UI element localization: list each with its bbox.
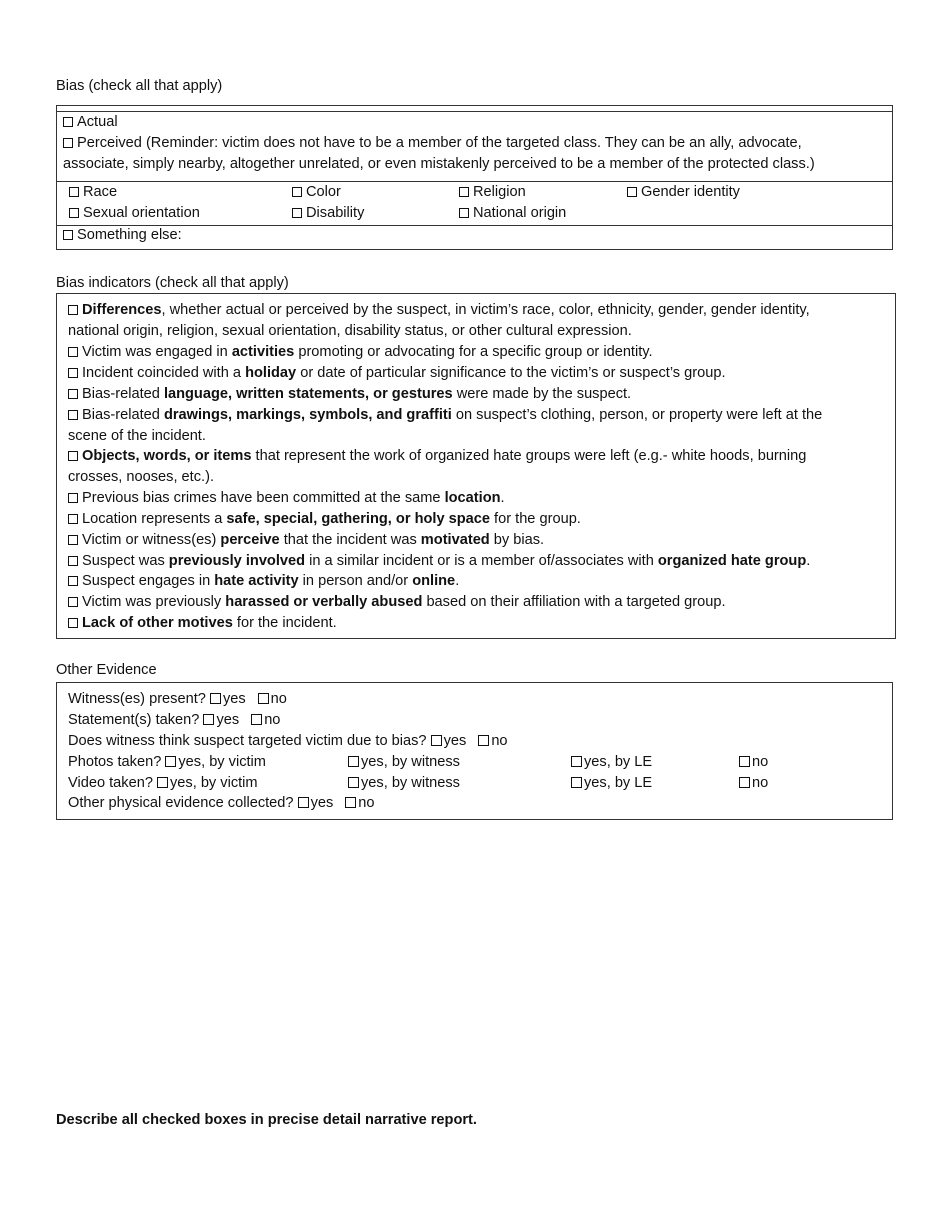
photos-no-option[interactable]	[739, 752, 768, 773]
indicator-text: were made by the suspect.	[452, 386, 632, 402]
indicator-text: , whether actual or perceived by the suspect, in victim’s race, color, ethnicity, gender, gender identity,	[161, 302, 810, 318]
perceived-label-line1: Perceived (Reminder: victim does not have to be a member of the targeted class. They can be an ally, advocate,	[77, 135, 802, 151]
photos-witness-option[interactable]	[348, 752, 460, 773]
indicator-differences-cont: national origin, religion, sexual orientation, disability status, or other cultural expression.	[68, 323, 632, 339]
witness-no-checkbox[interactable]	[258, 693, 269, 704]
indicator-text: promoting or advocating for a specific group or identity.	[294, 344, 653, 360]
evidence-statement-row	[68, 710, 280, 731]
indicator-bold: Differences	[82, 302, 162, 318]
indicator-bold: holiday	[245, 365, 297, 381]
indicator-text: based on their affiliation with a targeted group.	[422, 594, 726, 610]
photos-victim-checkbox[interactable]	[165, 756, 176, 767]
indicator-text: Incident coincided with a	[82, 365, 246, 381]
option-perceived[interactable]	[63, 133, 802, 154]
footer-instruction: Describe all checked boxes in precise detail narrative report.	[56, 1112, 477, 1128]
indicator-text: on suspect’s clothing, person, or property were left at the	[451, 407, 823, 423]
indicator-bold: motivated	[420, 532, 490, 548]
sexual-orientation-label: Sexual orientation	[83, 205, 200, 221]
perceived-label-line2: associate, simply nearby, altogether unrelated, or even mistakenly perceived to be a member of the protected class.)	[63, 156, 815, 172]
indicator-bold: Objects, words, or items	[82, 448, 252, 464]
photos-witness-checkbox[interactable]	[348, 756, 359, 767]
perceived-checkbox[interactable]	[63, 138, 73, 148]
indicator-lack-of-motives[interactable]	[68, 613, 337, 634]
indicator-location[interactable]	[68, 488, 505, 509]
indicator-text: or date of particular significance to the victim’s or suspect’s group.	[296, 365, 726, 381]
indicator-checkbox[interactable]	[68, 451, 78, 461]
video-no-option[interactable]	[739, 773, 768, 794]
race-checkbox[interactable]	[69, 187, 79, 197]
video-row	[68, 773, 258, 794]
indicator-bold: harassed or verbally abused	[225, 594, 423, 610]
national-origin-checkbox[interactable]	[459, 208, 469, 218]
indicator-perceive[interactable]	[68, 530, 544, 551]
actual-checkbox[interactable]	[63, 117, 73, 127]
video-le-checkbox[interactable]	[571, 777, 582, 788]
statement-yes-checkbox[interactable]	[203, 714, 214, 725]
statement-question: Statement(s) taken?	[68, 712, 204, 728]
indicator-objects[interactable]	[68, 446, 806, 467]
actual-label: Actual	[77, 114, 118, 130]
photos-witness-label: yes, by witness	[361, 754, 460, 770]
something-else-checkbox[interactable]	[63, 230, 73, 240]
evidence-does-witness-row	[68, 731, 508, 752]
indicator-text: Location represents a	[82, 511, 227, 527]
indicator-bold: online	[412, 573, 456, 589]
bias-heading: Bias (check all that apply)	[56, 78, 223, 94]
photos-no-checkbox[interactable]	[739, 756, 750, 767]
indicator-text: .	[455, 573, 460, 589]
indicator-bold: hate activity	[214, 573, 299, 589]
national-origin-label: National origin	[473, 205, 567, 221]
witness-yes-checkbox[interactable]	[210, 693, 221, 704]
evidence-heading: Other Evidence	[56, 662, 157, 678]
does-witness-no-label: no	[491, 733, 508, 749]
photos-question: Photos taken?	[68, 754, 166, 770]
photos-victim-label: yes, by victim	[178, 754, 266, 770]
witness-no-label: no	[270, 691, 287, 707]
indicator-checkbox[interactable]	[68, 535, 78, 545]
indicator-bold: activities	[231, 344, 295, 360]
option-sexual-orientation[interactable]	[69, 203, 200, 224]
indicator-text: in a similar incident or is a member of/associates with	[305, 553, 658, 569]
indicator-text: Suspect was	[82, 553, 169, 569]
photos-row	[68, 752, 266, 773]
physical-yes-checkbox[interactable]	[298, 797, 309, 808]
disability-checkbox[interactable]	[292, 208, 302, 218]
indicator-holiday[interactable]	[68, 363, 726, 384]
indicator-bold: organized hate group	[657, 553, 807, 569]
indicator-checkbox[interactable]	[68, 493, 78, 503]
indicator-text: for the incident.	[232, 615, 337, 631]
indicator-text: Previous bias crimes have been committed at the same	[82, 490, 445, 506]
indicator-bold: previously involved	[168, 553, 306, 569]
indicator-safe-space[interactable]	[68, 509, 581, 530]
option-religion[interactable]	[459, 182, 526, 203]
indicator-bold: Lack of other motives	[82, 615, 233, 631]
indicator-text: Victim or witness(es)	[82, 532, 221, 548]
does-witness-question: Does witness think suspect targeted victim due to bias?	[68, 733, 431, 749]
evidence-witness-row	[68, 689, 287, 710]
indicator-bold: drawings, markings, symbols, and graffiti	[163, 407, 452, 423]
indicator-checkbox[interactable]	[68, 368, 78, 378]
indicator-bold: perceive	[220, 532, 280, 548]
indicator-bold: safe, special, gathering, or holy space	[226, 511, 490, 527]
indicator-text: Bias-related	[82, 386, 164, 402]
indicator-objects-cont: crosses, nooses, etc.).	[68, 469, 214, 485]
indicator-text: that represent the work of organized hate groups were left (e.g.- white hoods, burning	[251, 448, 807, 464]
indicator-text: in person and/or	[298, 573, 413, 589]
indicator-bold: location	[444, 490, 501, 506]
option-gender-identity[interactable]	[627, 182, 740, 203]
gender-identity-label: Gender identity	[641, 184, 740, 200]
indicator-bold: language, written statements, or gestures	[163, 386, 453, 402]
indicator-text: for the group.	[490, 511, 581, 527]
indicator-hate-activity[interactable]	[68, 571, 459, 592]
indicator-harassed[interactable]	[68, 592, 726, 613]
race-label: Race	[83, 184, 118, 200]
indicator-checkbox[interactable]	[68, 576, 78, 586]
photos-no-label: no	[752, 754, 769, 770]
indicator-text: Bias-related	[82, 407, 164, 423]
statement-no-checkbox[interactable]	[251, 714, 262, 725]
witness-question: Witness(es) present?	[68, 691, 210, 707]
does-witness-yes-label: yes	[443, 733, 467, 749]
disability-label: Disability	[306, 205, 365, 221]
indicators-heading: Bias indicators (check all that apply)	[56, 275, 289, 291]
color-label: Color	[306, 184, 341, 200]
religion-label: Religion	[473, 184, 526, 200]
option-race[interactable]	[69, 182, 117, 203]
statement-no-label: no	[264, 712, 281, 728]
video-no-label: no	[752, 775, 769, 791]
indicator-text: Suspect engages in	[82, 573, 215, 589]
indicator-language[interactable]	[68, 384, 631, 405]
indicator-drawings[interactable]	[68, 405, 822, 426]
photos-le-option[interactable]	[571, 752, 652, 773]
indicator-checkbox[interactable]	[68, 556, 78, 566]
indicator-checkbox[interactable]	[68, 618, 78, 628]
video-victim-label: yes, by victim	[170, 775, 258, 791]
indicator-activities[interactable]	[68, 342, 653, 363]
option-something-else[interactable]	[63, 225, 182, 246]
indicator-checkbox[interactable]	[68, 347, 78, 357]
something-else-label: Something else:	[77, 227, 182, 243]
video-witness-checkbox[interactable]	[348, 777, 359, 788]
physical-question: Other physical evidence collected?	[68, 795, 298, 811]
physical-no-label: no	[358, 795, 375, 811]
gender-identity-checkbox[interactable]	[627, 187, 637, 197]
indicator-checkbox[interactable]	[68, 389, 78, 399]
video-witness-label: yes, by witness	[361, 775, 460, 791]
option-national-origin[interactable]	[459, 203, 566, 224]
physical-no-checkbox[interactable]	[345, 797, 356, 808]
sexual-orientation-checkbox[interactable]	[69, 208, 79, 218]
indicator-text: Victim was engaged in	[82, 344, 232, 360]
indicator-checkbox[interactable]	[68, 597, 78, 607]
religion-checkbox[interactable]	[459, 187, 469, 197]
photos-le-label: yes, by LE	[584, 754, 653, 770]
option-disability[interactable]	[292, 203, 364, 224]
photos-le-checkbox[interactable]	[571, 756, 582, 767]
indicator-checkbox[interactable]	[68, 305, 78, 315]
evidence-physical-row	[68, 793, 375, 814]
indicator-differences[interactable]	[68, 300, 810, 321]
video-question: Video taken?	[68, 775, 157, 791]
statement-yes-label: yes	[216, 712, 240, 728]
video-witness-option[interactable]	[348, 773, 460, 794]
does-witness-no-checkbox[interactable]	[478, 735, 489, 746]
indicator-previously-involved[interactable]	[68, 551, 810, 572]
does-witness-yes-checkbox[interactable]	[431, 735, 442, 746]
indicator-text: .	[806, 553, 811, 569]
video-no-checkbox[interactable]	[739, 777, 750, 788]
video-le-label: yes, by LE	[584, 775, 653, 791]
indicator-text: Victim was previously	[82, 594, 226, 610]
option-actual[interactable]	[63, 112, 118, 133]
indicator-checkbox[interactable]	[68, 514, 78, 524]
bias-box-top-divider	[56, 111, 893, 112]
option-color[interactable]	[292, 182, 341, 203]
video-le-option[interactable]	[571, 773, 652, 794]
indicator-text: .	[500, 490, 505, 506]
indicator-drawings-cont: scene of the incident.	[68, 428, 206, 444]
indicator-text: by bias.	[489, 532, 545, 548]
witness-yes-label: yes	[222, 691, 246, 707]
video-victim-checkbox[interactable]	[157, 777, 168, 788]
indicator-checkbox[interactable]	[68, 410, 78, 420]
physical-yes-label: yes	[310, 795, 334, 811]
indicator-text: that the incident was	[279, 532, 421, 548]
color-checkbox[interactable]	[292, 187, 302, 197]
